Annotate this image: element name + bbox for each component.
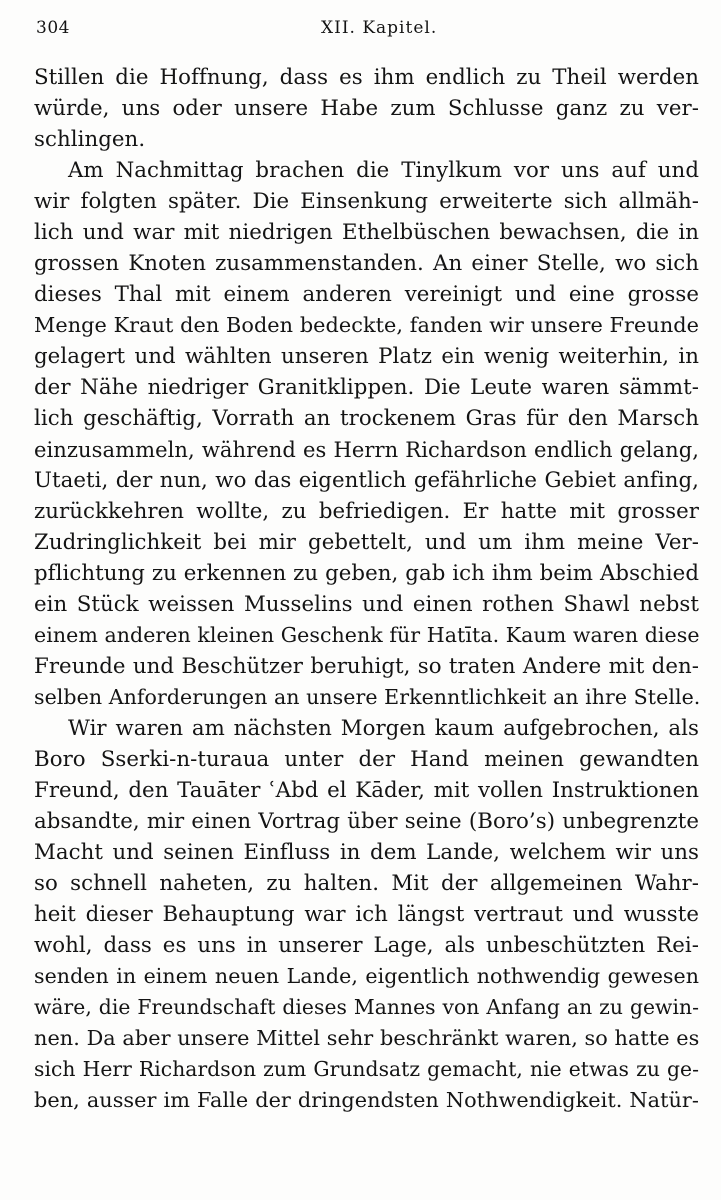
text-line: einzusammeln, während es Herrn Richardson endlich gelang, <box>34 437 699 462</box>
text-line: Zudringlichkeit bei mir gebettelt, und um ihm meine Ver- <box>34 530 699 555</box>
text-line: wäre, die Freundschaft dieses Mannes von Anfang an zu gewin- <box>34 995 699 1019</box>
running-head: XII. Kapitel. <box>321 18 438 38</box>
text-line: wohl, dass es uns in unserer Lage, als unbeschützten Rei- <box>34 933 699 958</box>
text-line: senden in einem neuen Lande, eigentlich nothwendig gewesen <box>34 964 699 988</box>
text-line: Boro Sserki-n-turaua unter der Hand meinen gewandten <box>34 747 699 772</box>
text-line: pflichtung zu erkennen zu geben, gab ich ihm beim Abschied <box>34 561 699 586</box>
text-line: zurückkehren wollte, zu befriedigen. Er hatte mit grosser <box>34 499 699 524</box>
text-line: grossen Knoten zusammenstanden. An einer Stelle, wo sich <box>34 251 699 276</box>
text-line: absandte, mir einen Vortrag über seine (Boro’s) unbegrenzte <box>34 809 699 834</box>
text-line: Macht und seinen Einfluss in dem Lande, welchem wir uns <box>34 840 699 865</box>
text-line: gelagert und wählten unseren Platz ein wenig weiterhin, in <box>34 344 699 369</box>
text-line: heit dieser Behauptung war ich längst vertraut und wusste <box>34 902 699 927</box>
body-text <box>34 62 699 1116</box>
text-line: Menge Kraut den Boden bedeckte, fanden wir unsere Freunde <box>34 313 699 337</box>
text-line: schlingen. <box>34 127 146 152</box>
page-number: 304 <box>36 18 70 38</box>
text-line: sich Herr Richardson zum Grundsatz gemacht, nie etwas zu ge- <box>34 1057 699 1081</box>
text-line: dieses Thal mit einem anderen vereinigt und eine grosse <box>34 282 699 307</box>
text-line: lich geschäftig, Vorrath an trockenem Gras für den Marsch <box>34 406 699 431</box>
text-line: Utaeti, der nun, wo das eigentlich gefährliche Gebiet anfing, <box>34 468 699 493</box>
text-line: so schnell naheten, zu halten. Mit der allgemeinen Wahr- <box>34 871 699 896</box>
text-line: einem anderen kleinen Geschenk für Hatīta. Kaum waren diese <box>34 623 700 647</box>
text-line: Am Nachmittag brachen die Tinylkum vor uns auf und <box>68 158 699 183</box>
text-line: Stillen die Hoffnung, dass es ihm endlich zu Theil werden <box>34 65 699 90</box>
text-line: selben Anforderungen an unsere Erkenntlichkeit an ihre Stelle. <box>34 685 701 709</box>
text-line: ein Stück weissen Musselins und einen rothen Shawl nebst <box>34 592 699 617</box>
text-line: Wir waren am nächsten Morgen kaum aufgebrochen, als <box>68 716 699 741</box>
text-line: lich und war mit niedrigen Ethelbüschen bewachsen, die in <box>34 220 699 245</box>
page-header <box>36 18 681 48</box>
text-line: ben, ausser im Falle der dringendsten Nothwendigkeit. Natür- <box>34 1088 699 1112</box>
text-line: würde, uns oder unsere Habe zum Schlusse ganz zu ver- <box>34 96 699 121</box>
text-line: der Nähe niedriger Granitklippen. Die Leute waren sämmt- <box>34 375 699 400</box>
text-line: Freund, den Tauāter ʿAbd el Kāder, mit vollen Instruktionen <box>34 778 699 803</box>
text-line: nen. Da aber unsere Mittel sehr beschränkt waren, so hatte es <box>34 1026 700 1050</box>
text-line: wir folgten später. Die Einsenkung erweiterte sich allmäh- <box>34 189 699 214</box>
text-line: Freunde und Beschützer beruhigt, so traten Andere mit den- <box>34 654 699 679</box>
